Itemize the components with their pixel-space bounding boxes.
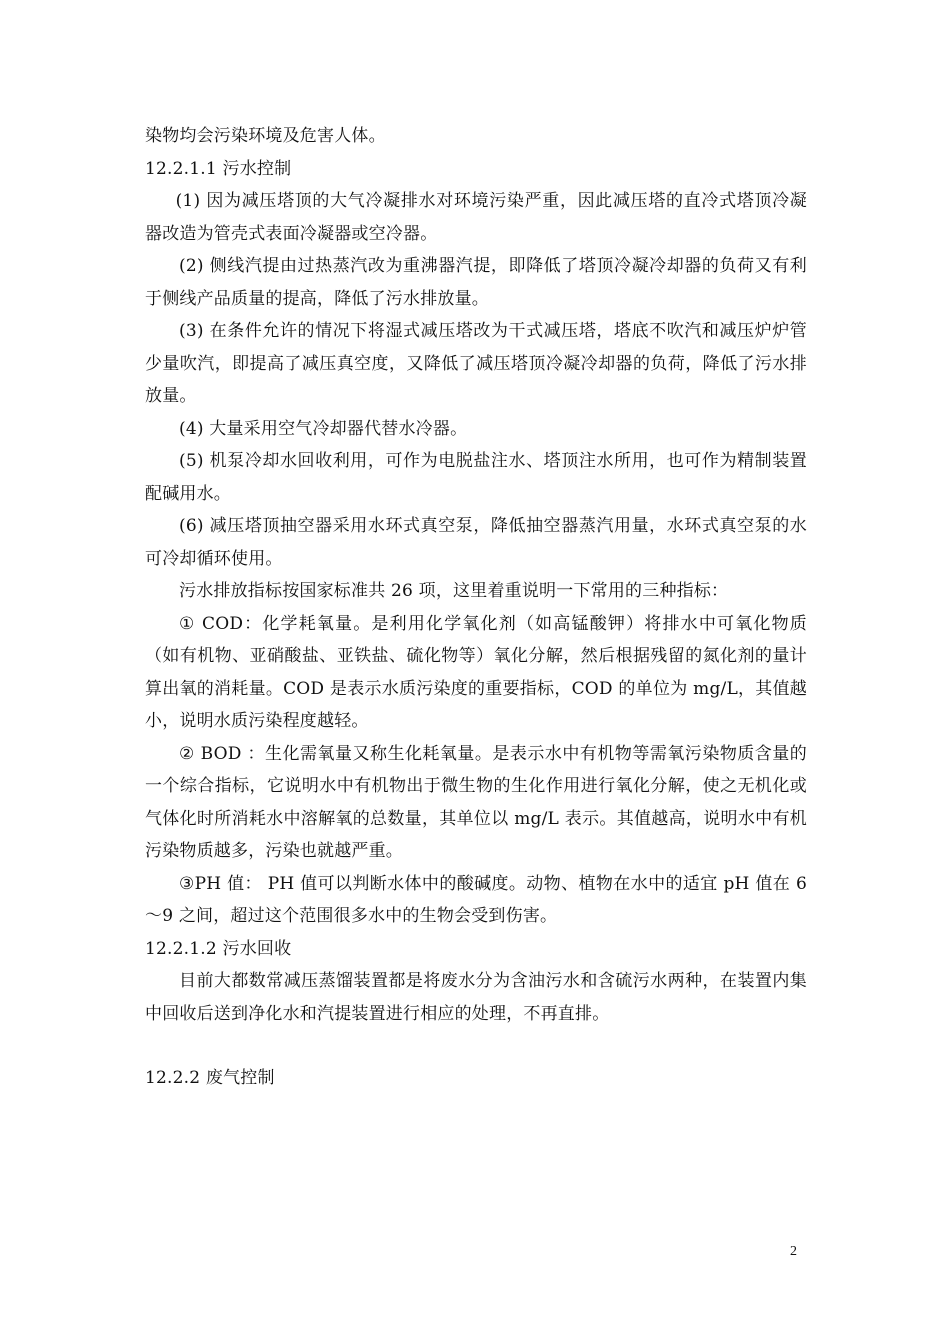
lead-text: 染物均会污染环境及危害人体。 <box>145 126 386 146</box>
paragraph-sewage-recovery: 目前大都数常减压蒸馏装置都是将废水分为含油污水和含硫污水两种，在装置内集中回收后送到净化水和汽提装置进行相应的处理，不再直排。 <box>145 971 807 1024</box>
section-heading-sewage-control: 12.2.1.1 污水控制 <box>145 158 292 179</box>
spacer <box>145 1030 807 1062</box>
paragraph-item-4: (4) 大量采用空气冷却器代替水冷器。 <box>179 418 468 439</box>
document-body <box>145 120 807 1095</box>
page-number: 2 <box>790 1244 797 1259</box>
paragraph-cod: ① COD：化学耗氧量。是利用化学氧化剂（如高锰酸钾）将排水中可氧化物质（如有机物、亚硝酸盐、亚铁盐、硫化物等）氧化分解，然后根据残留的氮化剂的量计算出氧的消耗量。COD 是表示水质污染度的重要指标，COD 的单位为 mg/L，其值越小，说明水质污染程度越轻。 <box>145 613 807 731</box>
paragraph-item-6: (6) 减压塔顶抽空器采用水环式真空泵，降低抽空器蒸汽用量，水环式真空泵的水可冷却循环使用。 <box>145 516 807 569</box>
section-heading-sewage-recovery: 12.2.1.2 污水回收 <box>145 938 292 959</box>
paragraph-ph: ③PH 值： PH 值可以判断水体中的酸碱度。动物、植物在水中的适宜 pH 值在 6～9 之间，超过这个范围很多水中的生物会受到伤害。 <box>145 873 807 926</box>
paragraph-item-5: (5) 机泵冷却水回收利用，可作为电脱盐注水、塔顶注水所用，也可作为精制装置配碱用水。 <box>145 451 807 504</box>
paragraph-bod: ② BOD ：生化需氧量又称生化耗氧量。是表示水中有机物等需氧污染物质含量的一个综合指标，它说明水中有机物出于微生物的生化作用进行氧化分解，使之无机化或气体化时所消耗水中溶解氧的总数量，其单位以 mg/L 表示。其值越高，说明水中有机污染物质越多，污染也就越严重。 <box>145 743 807 861</box>
paragraph-indicators-intro: 污水排放指标按国家标准共 26 项，这里着重说明一下常用的三种指标： <box>179 581 729 601</box>
paragraph-item-1: (1) 因为减压塔顶的大气冷凝排水对环境污染严重，因此减压塔的直冷式塔顶冷凝器改造为管壳式表面冷凝器或空冷器。 <box>145 191 807 244</box>
section-heading-exhaust-control: 12.2.2 废气控制 <box>145 1068 275 1088</box>
paragraph-item-2: (2) 侧线汽提由过热蒸汽改为重沸器汽提，即降低了塔顶冷凝冷却器的负荷又有利于侧线产品质量的提高，降低了污水排放量。 <box>145 256 807 309</box>
paragraph-item-3: (3) 在条件允许的情况下将湿式减压塔改为干式减压塔，塔底不吹汽和减压炉炉管少量吹汽，即提高了减压真空度，又降低了减压塔顶冷凝冷却器的负荷，降低了污水排放量。 <box>145 321 807 406</box>
